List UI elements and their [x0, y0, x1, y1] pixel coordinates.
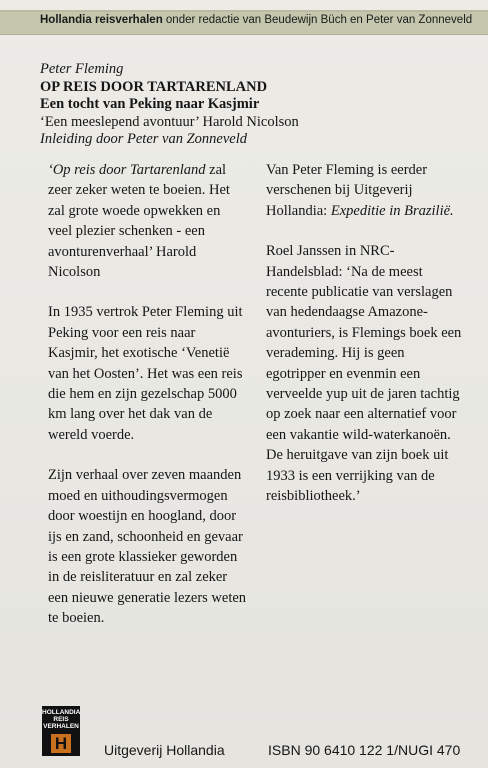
right-text-column	[266, 160, 466, 527]
previous-works-paragraph	[266, 160, 466, 221]
logo-line-3: VERHALEN	[43, 723, 79, 730]
book-header	[40, 61, 450, 149]
publisher-name: Uitgeverij Hollandia	[104, 742, 225, 758]
review-paragraph: Roel Janssen in NRC-Handelsblad: ‘Na de meest recente publicatie van verslagen van hedendaagse Amazone-avonturiers, is Flemings boek een verademing. Hij is geen egotripper en evenmin een verveelde yup uit de jaren tachtig op zoek naar een alternatief voor een vakantie wild-waterkanoën. De heruitgave van zijn boek uit 1933 is een verrijking van de reisbibliotheek.’	[266, 243, 462, 505]
series-editors: onder redactie van Beudewijn Büch en Peter van Zonneveld	[162, 14, 473, 26]
series-brand: Hollandia reisverhalen	[40, 14, 163, 26]
author-name: Peter Fleming	[40, 61, 124, 77]
isbn-number: ISBN 90 6410 122 1/NUGI 470	[268, 742, 461, 758]
blurb-paragraph	[48, 160, 248, 282]
series-line	[40, 14, 472, 26]
book-subtitle: Een tocht van Peking naar Kasjmir	[40, 96, 260, 112]
previous-book-title: Expeditie in Brazilië.	[330, 202, 454, 219]
logo-line-2: REIS	[53, 716, 69, 723]
left-text-column	[48, 160, 248, 649]
book-title: OP REIS DOOR TARTARENLAND	[40, 78, 268, 95]
blurb-title-quote: ‘Op reis door Tartarenland	[48, 162, 206, 178]
previous-works-text: Van Peter Fleming is eerder verschenen bij Uitgeverij Hollandia:	[266, 162, 428, 219]
blurb-quote-rest: zal zeer zeker weten te boeien. Het zal grote woede opwekken en veel plezier schenken - een avonturenverhaal’ Harold Nicolson	[48, 162, 230, 281]
hollandia-logo	[42, 706, 80, 756]
story-paragraph: Zijn verhaal over zeven maanden moed en uithoudingsvermogen door woestijn en hoogland, door ijs en zand, schoonheid en gevaar is een grote klassieker geworden in de reisliteratuur en zal zeker een nieuwe generatie lezers weten te boeien.	[48, 467, 247, 627]
logo-h-mark: H	[51, 734, 71, 753]
logo-line-1: HOLLANDIA	[42, 709, 81, 716]
introduction-credit: Inleiding door Peter van Zonneveld	[40, 131, 247, 147]
journey-paragraph: In 1935 vertrok Peter Fleming uit Peking voor een reis naar Kasjmir, het exotische ‘Venetië van het Oosten’. Het was een reis die hem en zijn gezelschap 5000 km lang over het dak van de wereld voerde.	[48, 304, 243, 443]
header-quote: ‘Een meeslepend avontuur’ Harold Nicolson	[40, 113, 299, 130]
